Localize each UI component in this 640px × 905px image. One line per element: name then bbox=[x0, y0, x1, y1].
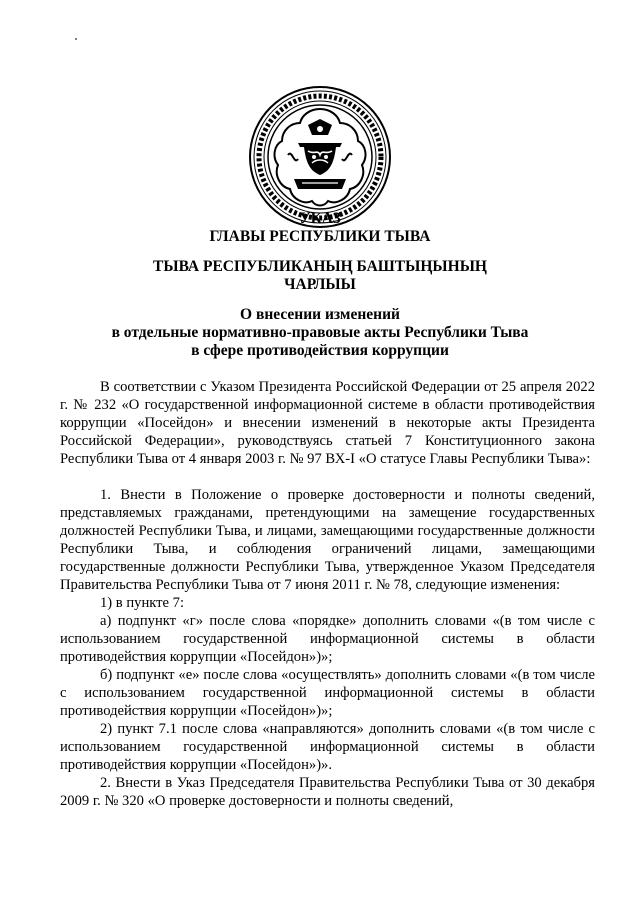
decree-subject bbox=[60, 306, 580, 360]
decree-subject-line: О внесении изменений bbox=[240, 306, 400, 323]
decree-subject-line: в отдельные нормативно-правовые акты Республики Тыва bbox=[111, 324, 529, 341]
preamble-paragraph: В соответствии с Указом Президента Российской Федерации от 25 апреля 2022 г. № 232 «О государственной информационной системе в области противодействия коррупции «Посейдон» и внесении изменений в некоторые акты Президента Российской Федерации», руководствуясь статьей 7 Конституционного закона Республики Тыва от 4 января 2003 г. № 97 ВХ-I «О статусе Главы Республики Тыва»: bbox=[60, 379, 595, 467]
decree-title-line: ГЛАВЫ РЕСПУБЛИКИ ТЫВА bbox=[209, 228, 431, 245]
item-1-1a-paragraph: а) подпункт «г» после слова «порядке» дополнить словами «(в том числе с использованием государственной информационной системы в области противодействия коррупции «Посейдон»)»; bbox=[60, 613, 595, 665]
item-1-paragraph: 1. Внести в Положение о проверке достоверности и полноты сведений, представляемых гражданами, претендующими на замещение государственных должностей Республики Тыва, и лицами, замещающими государственные должности Республики Тыва, и соблюдения ограничений лицами, замещающими государственные должности Республики Тыва, утвержденное Указом Председателя Правительства Республики Тыва от 7 июня 2011 г. № 78, следующие изменения: bbox=[60, 487, 595, 593]
decree-title-line: УКАЗ bbox=[299, 210, 341, 227]
decree-title-tuvan-line: ЧАРЛЫЫ bbox=[284, 276, 356, 293]
item-1-2-paragraph: 2) пункт 7.1 после слова «направляются» дополнить словами «(в том числе с использованием государственной информационной системы в области противодействия коррупции «Посейдон»)». bbox=[60, 721, 595, 773]
decree-title bbox=[60, 210, 580, 246]
decree-body bbox=[60, 378, 595, 810]
scan-speck bbox=[75, 38, 77, 40]
decree-title-tuvan bbox=[60, 258, 580, 294]
coat-of-arms-emblem bbox=[248, 85, 392, 229]
item-1-1b-paragraph: б) подпункт «е» после слова «осуществлять» дополнить словами «(в том числе с использованием государственной информационной системы в области противодействия коррупции «Посейдон»)»; bbox=[60, 667, 595, 719]
decree-subject-line: в сфере противодействия коррупции bbox=[191, 342, 449, 359]
decree-title-tuvan-line: ТЫВА РЕСПУБЛИКАНЫҢ БАШТЫҢЫНЫҢ bbox=[153, 258, 487, 275]
item-2-paragraph: 2. Внести в Указ Председателя Правительства Республики Тыва от 30 декабря 2009 г. № 320 «О проверке достоверности и полноты сведений, bbox=[60, 775, 595, 809]
item-1-1-paragraph: 1) в пункте 7: bbox=[100, 595, 185, 611]
